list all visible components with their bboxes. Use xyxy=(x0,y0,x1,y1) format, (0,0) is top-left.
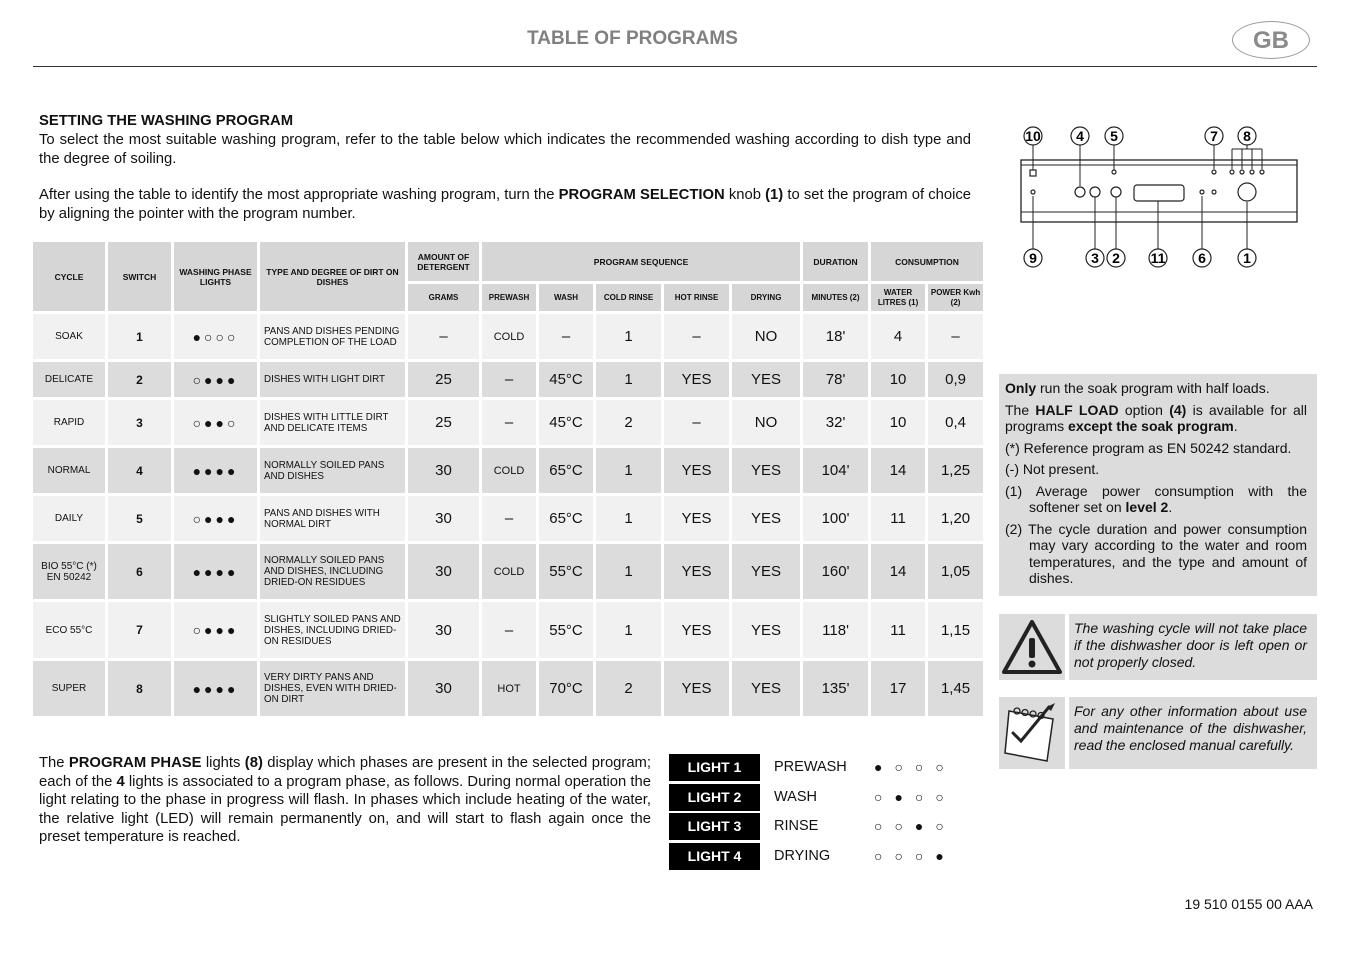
cell-grams: 25 xyxy=(408,362,479,397)
cell-cycle: BIO 55°C (*) EN 50242 xyxy=(33,544,105,599)
control-panel-diagram xyxy=(1018,124,1300,274)
callout-3: 3 xyxy=(1091,250,1099,266)
header-type: TYPE AND DEGREE OF DIRT ON DISHES xyxy=(260,242,405,311)
intro-paragraph-2: After using the table to identify the most appropriate washing program, turn the PROGRAM SELECTION knob (1) to set the program of choice by aligning the pointer with the program number. xyxy=(39,187,971,222)
cell-type: VERY DIRTY PANS AND DISHES, EVEN WITH DRIED-ON DIRT xyxy=(260,661,405,716)
cell-power: 1,20 xyxy=(928,496,983,541)
cell-cycle: DAILY xyxy=(33,496,105,541)
callout-6: 6 xyxy=(1198,250,1206,266)
note-half-load: The HALF LOAD option (4) is available for all programs except the soak program. xyxy=(1005,401,1307,434)
section-heading: SETTING THE WASHING PROGRAM xyxy=(39,113,294,129)
legend-row xyxy=(669,784,979,814)
light-indicator-dots: ○●○○ xyxy=(874,788,956,805)
cell-hot-rinse: YES xyxy=(664,661,729,716)
light-phase: DRYING xyxy=(774,847,831,864)
cell-switch: 4 xyxy=(108,448,171,493)
cell-prewash: – xyxy=(482,496,536,541)
cell-water: 10 xyxy=(871,362,925,397)
cell-cycle: ECO 55°C xyxy=(33,602,105,658)
warning-text: The washing cycle will not take place if the dishwasher door is left open or not properly closed. xyxy=(1069,614,1317,680)
cell-prewash: – xyxy=(482,362,536,397)
cell-drying: YES xyxy=(732,448,800,493)
cell-hot-rinse: YES xyxy=(664,496,729,541)
light-phase: PREWASH xyxy=(774,759,847,775)
cell-water: 11 xyxy=(871,602,925,658)
cell-power: 0,4 xyxy=(928,400,983,445)
power-led xyxy=(1031,190,1035,194)
table-row xyxy=(33,602,983,658)
led-6b xyxy=(1212,190,1216,194)
cell-phase-lights: ○●●● xyxy=(174,602,257,658)
cell-switch: 7 xyxy=(108,602,171,658)
info-text: For any other information about use and maintenance of the dishwasher, read the enclosed manual carefully. xyxy=(1069,697,1317,769)
subheader-drying: DRYING xyxy=(732,284,800,311)
cell-wash: 65°C xyxy=(539,496,593,541)
cell-drying: NO xyxy=(732,400,800,445)
cell-prewash: COLD xyxy=(482,448,536,493)
notes-box xyxy=(999,374,1317,596)
note-soak: Only run the soak program with half loads. xyxy=(1005,380,1270,396)
notepad-pencil-icon xyxy=(999,697,1065,769)
cell-switch: 3 xyxy=(108,400,171,445)
cell-water: 17 xyxy=(871,661,925,716)
cell-drying: YES xyxy=(732,362,800,397)
cell-minutes: 78' xyxy=(803,362,868,397)
cell-minutes: 104' xyxy=(803,448,868,493)
cell-phase-lights: ●○○○ xyxy=(174,314,257,359)
cell-switch: 5 xyxy=(108,496,171,541)
language-badge: GB xyxy=(1232,21,1310,59)
cell-minutes: 118' xyxy=(803,602,868,658)
warning-icon-cell xyxy=(999,614,1065,680)
cell-wash: 45°C xyxy=(539,362,593,397)
cell-type: NORMALLY SOILED PANS AND DISHES, INCLUDING DRIED-ON RESIDUES xyxy=(260,544,405,599)
led-7 xyxy=(1212,170,1216,174)
cell-prewash: – xyxy=(482,400,536,445)
cell-type: NORMALLY SOILED PANS AND DISHES xyxy=(260,448,405,493)
cell-type: PANS AND DISHES PENDING COMPLETION OF THE LOAD xyxy=(260,314,405,359)
cell-cycle: DELICATE xyxy=(33,362,105,397)
cell-switch: 6 xyxy=(108,544,171,599)
cell-minutes: 100' xyxy=(803,496,868,541)
header-switch: SWITCH xyxy=(108,242,171,311)
cell-water: 14 xyxy=(871,448,925,493)
callout-10: 10 xyxy=(1025,128,1041,144)
cell-hot-rinse: YES xyxy=(664,448,729,493)
cell-grams: 30 xyxy=(408,496,479,541)
intro-section xyxy=(39,112,971,224)
light-phase: RINSE xyxy=(774,818,819,834)
table-row xyxy=(33,314,983,359)
callout-7: 7 xyxy=(1210,128,1218,144)
note-power: (1) Average power consumption with the softener set on level 2. xyxy=(1005,482,1307,515)
cell-drying: YES xyxy=(732,661,800,716)
cell-hot-rinse: YES xyxy=(664,362,729,397)
cell-grams: 25 xyxy=(408,400,479,445)
light-phase: WASH xyxy=(774,788,817,805)
header-sequence: PROGRAM SEQUENCE xyxy=(482,242,800,281)
cell-minutes: 160' xyxy=(803,544,868,599)
cell-prewash: COLD xyxy=(482,314,536,359)
phase-led-4 xyxy=(1260,170,1264,174)
legend-row xyxy=(669,813,979,843)
subheader-prewash: PREWASH xyxy=(482,284,536,311)
cell-type: DISHES WITH LITTLE DIRT AND DELICATE ITEMS xyxy=(260,400,405,445)
door-indicator xyxy=(1030,170,1036,176)
note-not-present: (-) Not present. xyxy=(1005,461,1100,477)
cell-drying: NO xyxy=(732,314,800,359)
cell-cold-rinse: 1 xyxy=(596,496,661,541)
cell-drying: YES xyxy=(732,496,800,541)
cell-switch: 1 xyxy=(108,314,171,359)
cell-water: 10 xyxy=(871,400,925,445)
cell-drying: YES xyxy=(732,544,800,599)
cell-phase-lights: ●●●● xyxy=(174,544,257,599)
cell-wash: 45°C xyxy=(539,400,593,445)
cell-phase-lights: ○●●● xyxy=(174,496,257,541)
callout-2: 2 xyxy=(1112,250,1120,266)
cell-cold-rinse: 2 xyxy=(596,400,661,445)
display-window xyxy=(1134,185,1184,201)
header-divider xyxy=(33,66,1317,67)
header-cycle: CYCLE xyxy=(33,242,105,311)
cell-water: 11 xyxy=(871,496,925,541)
cell-minutes: 18' xyxy=(803,314,868,359)
table-row xyxy=(33,448,983,493)
cell-power: 0,9 xyxy=(928,362,983,397)
cell-phase-lights: ●●●● xyxy=(174,448,257,493)
subheader-power: POWER Kwh (2) xyxy=(928,284,983,311)
phase-led-3 xyxy=(1250,170,1254,174)
cell-water: 14 xyxy=(871,544,925,599)
warning-box xyxy=(999,614,1317,680)
cell-type: PANS AND DISHES WITH NORMAL DIRT xyxy=(260,496,405,541)
callout-5: 5 xyxy=(1110,128,1118,144)
cell-wash: 65°C xyxy=(539,448,593,493)
cell-minutes: 32' xyxy=(803,400,868,445)
callout-1: 1 xyxy=(1243,250,1251,266)
info-box xyxy=(999,697,1317,769)
document-code: 19 510 0155 00 AAA xyxy=(1184,896,1313,912)
header-detergent: AMOUNT OF DETERGENT xyxy=(408,242,479,281)
cell-phase-lights: ○●●● xyxy=(174,362,257,397)
cell-cold-rinse: 1 xyxy=(596,314,661,359)
cell-hot-rinse: – xyxy=(664,400,729,445)
cell-type: DISHES WITH LIGHT DIRT xyxy=(260,362,405,397)
subheader-hot-rinse: HOT RINSE xyxy=(664,284,729,311)
button-3 xyxy=(1090,187,1100,197)
subheader-wash: WASH xyxy=(539,284,593,311)
cell-cycle: NORMAL xyxy=(33,448,105,493)
subheader-water: WATER LITRES (1) xyxy=(871,284,925,311)
light-indicator-dots: ●○○○ xyxy=(874,759,956,775)
light-label: LIGHT 3 xyxy=(669,813,760,840)
callout-4: 4 xyxy=(1076,128,1084,144)
cell-cycle: SOAK xyxy=(33,314,105,359)
subheader-cold-rinse: COLD RINSE xyxy=(596,284,661,311)
phase-led-1 xyxy=(1230,170,1234,174)
cell-prewash: – xyxy=(482,602,536,658)
cell-grams: 30 xyxy=(408,602,479,658)
cell-minutes: 135' xyxy=(803,661,868,716)
program-selection-knob xyxy=(1238,183,1256,201)
cell-wash: – xyxy=(539,314,593,359)
cell-cycle: RAPID xyxy=(33,400,105,445)
cell-prewash: COLD xyxy=(482,544,536,599)
header-phase-lights: WASHING PHASE LIGHTS xyxy=(174,242,257,311)
cell-switch: 2 xyxy=(108,362,171,397)
button-2 xyxy=(1111,187,1121,197)
header-consumption: CONSUMPTION xyxy=(871,242,983,281)
light-label: LIGHT 1 xyxy=(669,754,760,781)
cell-power: 1,45 xyxy=(928,661,983,716)
program-table xyxy=(30,239,986,719)
table-row xyxy=(33,496,983,541)
light-indicator-dots: ○○●○ xyxy=(874,818,956,834)
callout-9: 9 xyxy=(1029,250,1037,266)
light-label: LIGHT 4 xyxy=(669,843,760,870)
legend-row xyxy=(669,843,979,873)
cell-cold-rinse: 2 xyxy=(596,661,661,716)
page-title: TABLE OF PROGRAMS xyxy=(527,28,738,49)
cell-cold-rinse: 1 xyxy=(596,602,661,658)
cell-cold-rinse: 1 xyxy=(596,544,661,599)
phase-lights-legend xyxy=(669,754,979,872)
cell-drying: YES xyxy=(732,602,800,658)
callout-8: 8 xyxy=(1243,128,1251,144)
light-indicator-dots: ○○○● xyxy=(874,847,956,864)
cell-type: SLIGHTLY SOILED PANS AND DISHES, INCLUDING DRIED-ON RESIDUES xyxy=(260,602,405,658)
callout-11: 11 xyxy=(1150,250,1166,266)
cell-power: 1,15 xyxy=(928,602,983,658)
header-duration: DURATION xyxy=(803,242,868,281)
cell-grams: 30 xyxy=(408,448,479,493)
cell-cold-rinse: 1 xyxy=(596,362,661,397)
cell-wash: 55°C xyxy=(539,544,593,599)
cell-grams: 30 xyxy=(408,661,479,716)
note-reference: (*) Reference program as EN 50242 standard. xyxy=(1005,439,1292,456)
cell-switch: 8 xyxy=(108,661,171,716)
cell-wash: 70°C xyxy=(539,661,593,716)
cell-hot-rinse: YES xyxy=(664,602,729,658)
cell-power: 1,25 xyxy=(928,448,983,493)
cell-power: 1,05 xyxy=(928,544,983,599)
cell-phase-lights: ○●●○ xyxy=(174,400,257,445)
table-row xyxy=(33,544,983,599)
led-6 xyxy=(1200,190,1204,194)
cell-phase-lights: ●●●● xyxy=(174,661,257,716)
phase-led-2 xyxy=(1240,170,1244,174)
intro-paragraph-1: To select the most suitable washing program, refer to the table below which indicates the recommended washing according to dish type and the degree of soiling. xyxy=(39,132,971,167)
light-label: LIGHT 2 xyxy=(669,784,760,811)
table-row xyxy=(33,362,983,397)
program-phase-paragraph: The PROGRAM PHASE lights (8) display which phases are present in the selected program; each of the 4 lights is associated to a program phase, as follows. During normal operation the light relating to the phase in progress will flash. In phases which include heating of the water, the relative light (LED) will remain permanently on, and will start to flash again once the preset temperature is reached. xyxy=(39,755,651,846)
warning-triangle-icon xyxy=(999,614,1065,680)
cell-wash: 55°C xyxy=(539,602,593,658)
subheader-grams: GRAMS xyxy=(408,284,479,311)
table-row xyxy=(33,661,983,716)
cell-prewash: HOT xyxy=(482,661,536,716)
cell-cycle: SUPER xyxy=(33,661,105,716)
note-duration: (2) The cycle duration and power consumption may vary according to the water and room temperatures, and the type and amount of dishes. xyxy=(1005,520,1307,586)
cell-grams: 30 xyxy=(408,544,479,599)
cell-water: 4 xyxy=(871,314,925,359)
half-load-button xyxy=(1075,187,1085,197)
cell-hot-rinse: YES xyxy=(664,544,729,599)
subheader-minutes: MINUTES (2) xyxy=(803,284,868,311)
legend-row xyxy=(669,754,979,784)
cell-grams: – xyxy=(408,314,479,359)
cell-hot-rinse: – xyxy=(664,314,729,359)
cell-cold-rinse: 1 xyxy=(596,448,661,493)
cell-power: – xyxy=(928,314,983,359)
info-icon-cell xyxy=(999,697,1065,769)
option-led xyxy=(1112,170,1116,174)
table-row xyxy=(33,400,983,445)
